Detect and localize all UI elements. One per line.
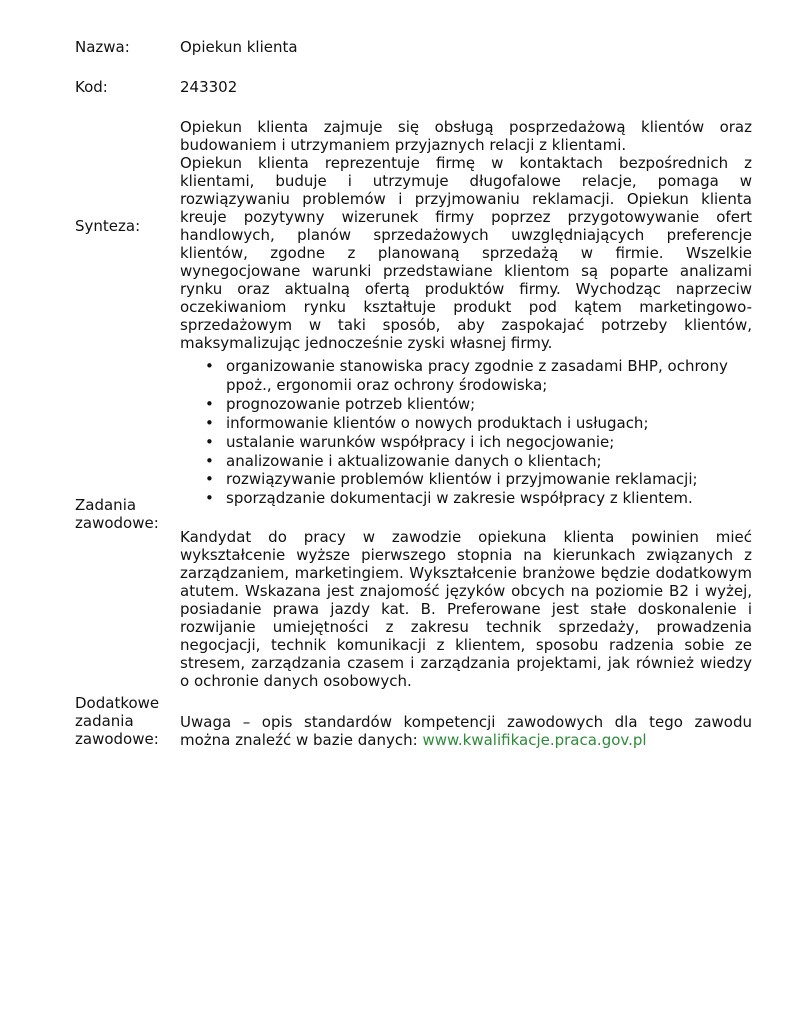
kwalifikacje-link[interactable]: www.kwalifikacje.praca.gov.pl — [422, 731, 647, 749]
requirements-text: Kandydat do pracy w zawodzie opiekuna klienta powinien mieć wykształcenie wyższe pierwszego stopnia na kierunkach związanych z zarządzaniem, marketingiem. Wykształcenie branżowe będzie dodatkowym atutem. Wskazana jest znajomość języków obcych na poziomie B2 i wyżej, posiadanie prawa jazdy kat. B. Preferowane jest stałe doskonalenie i rozwijanie umiejętności z zakresu technik sprzedaży, prowadzenia negocjacji, technik komunikacji z klientem, sposobu radzenia sobie ze stresem, zarządzania czasem i zarządzania projektami, jak również wiedzy o ochronie danych osobowych. — [180, 528, 752, 690]
name-value: Opiekun klienta — [180, 38, 298, 56]
task-item: • rozwiązywanie problemów klientów i przyjmowanie reklamacji; — [205, 470, 752, 489]
extra-tasks-label: Dodatkowe zadania zawodowe: — [75, 694, 160, 748]
synthesis-text — [180, 118, 752, 352]
note-text — [180, 713, 752, 749]
task-item: • informowanie klientów o nowych produktach i usługach; — [205, 414, 752, 433]
tasks-list — [205, 357, 752, 508]
task-item: • ustalanie warunków współpracy i ich negocjowanie; — [205, 433, 752, 452]
tasks-label: Zadania zawodowe: — [75, 496, 159, 532]
synthesis-paragraph-1: Opiekun klienta zajmuje się obsługą posprzedażową klientów oraz budowaniem i utrzymaniem przyjaznych relacji z klientami. — [180, 118, 752, 154]
name-label: Nazwa: — [75, 38, 130, 56]
synthesis-paragraph-2: Opiekun klienta reprezentuje firmę w kontaktach bezpośrednich z klientami, buduje i utrzymuje długofalowe relacje, pomaga w rozwiązywaniu problemów i przyjmowaniu reklamacji. Opiekun klienta kreuje pozytywny wizerunek firmy poprzez przygotowywanie ofert handlowych, planów sprzedażowych uwzględniających preferencje klientów, zgodne z planowaną sprzedażą w firmie. Wszelkie wynegocjowane warunki przedstawiane klientom są poparte analizami rynku oraz aktualną ofertą produktów firmy. Wychodząc naprzeciw oczekiwaniom rynku kształtuje produkt pod kątem marketingowo-sprzedażowym w taki sposób, aby zaspokajać potrzeby klientów, maksymalizując jednocześnie zyski własnej firmy. — [180, 154, 752, 352]
synthesis-label: Synteza: — [75, 217, 141, 235]
task-item: • prognozowanie potrzeb klientów; — [205, 395, 752, 414]
code-label: Kod: — [75, 78, 108, 96]
note-body: Uwaga – opis standardów kompetencji zawodowych dla tego zawodu można znaleźć w bazie danych: — [180, 713, 752, 749]
task-item: • sporządzanie dokumentacji w zakresie współpracy z klientem. — [205, 489, 752, 508]
code-value: 243302 — [180, 78, 238, 96]
task-item: • organizowanie stanowiska pracy zgodnie z zasadami BHP, ochrony ppoż., ergonomii oraz ochrony środowiska; — [205, 357, 752, 395]
task-item: • analizowanie i aktualizowanie danych o klientach; — [205, 452, 752, 471]
